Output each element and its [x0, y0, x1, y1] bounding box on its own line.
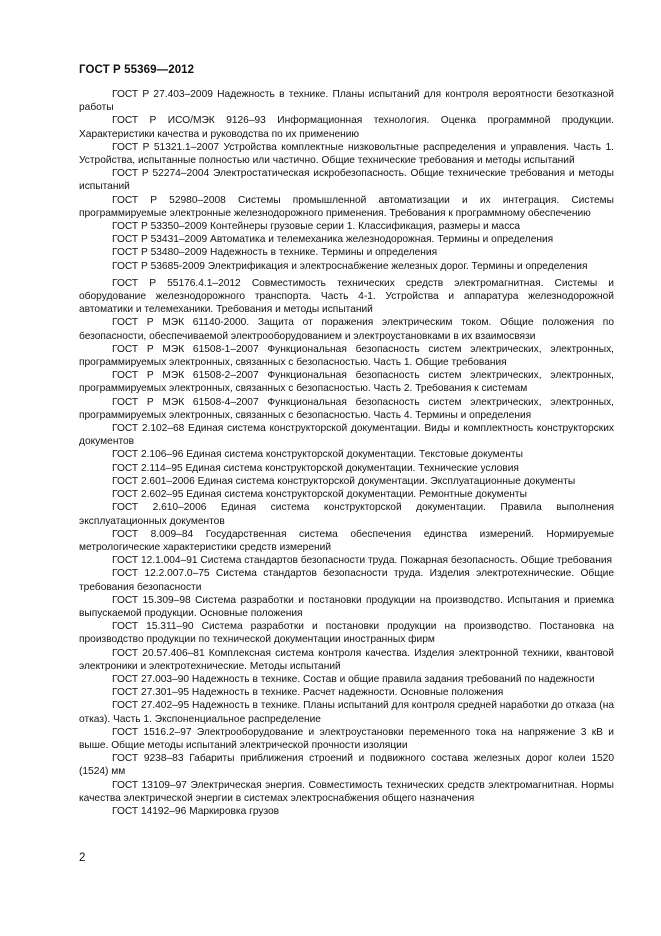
reference-item: ГОСТ 2.602–95 Единая система конструкторской документации. Ремонтные документы — [112, 489, 527, 501]
reference-item: ГОСТ 9238–83 Габариты приближения строений и подвижного состава железных дорог колеи 1520 (1524) мм — [79, 753, 614, 778]
reference-item: ГОСТ 2.601–2006 Единая система конструкторской документации. Эксплуатационные документы — [112, 475, 576, 487]
reference-item: ГОСТ Р 55176.4.1–2012 Совместимость технических средств электромагнитная. Системы и оборудование железнодорожного транспорта. Часть 4-1. Устройства и аппаратура железнодорожной автоматики и телемеханики. Требования и методы испытаний — [79, 277, 614, 316]
reference-list — [79, 88, 614, 818]
reference-item: ГОСТ Р 53431–2009 Автоматика и телемеханика железнодорожная. Термины и определения — [112, 234, 554, 246]
reference-item: ГОСТ 12.1.004–91 Система стандартов безопасности труда. Пожарная безопасность. Общие требования — [112, 555, 613, 567]
reference-item: ГОСТ 2.102–68 Единая система конструкторской документации. Виды и комплектность конструкторских документов — [79, 423, 614, 448]
reference-item: ГОСТ Р 53685-2009 Электрификация и электроснабжение железных дорог. Термины и определения — [112, 260, 588, 272]
reference-item: ГОСТ 13109–97 Электрическая энергия. Совместимость технических средств электромагнитная. Нормы качества электрической энергии в системах электроснабжения общего назначения — [79, 779, 614, 804]
reference-item: ГОСТ 8.009–84 Государственная система обеспечения единства измерений. Нормируемые метрологические характеристики средств измерений — [79, 528, 614, 553]
reference-item: ГОСТ 27.402–95 Надежность в технике. Планы испытаний для контроля средней наработки до отказа (на отказ). Часть 1. Экспоненциальное распределение — [79, 700, 614, 725]
reference-item: ГОСТ 14192–96 Маркировка грузов — [112, 805, 280, 817]
reference-item: ГОСТ Р 53350–2009 Контейнеры грузовые серии 1. Классификация, размеры и масса — [112, 221, 521, 233]
document-header: ГОСТ Р 55369—2012 — [79, 64, 195, 76]
page-number: 2 — [79, 852, 86, 864]
reference-item: ГОСТ 2.106–96 Единая система конструкторской документации. Текстовые документы — [112, 449, 523, 461]
reference-item: ГОСТ Р МЭК 61508-4–2007 Функциональная безопасность систем электрических, электронных, программируемых электронных, связанных с безопасностью. Часть 4. Термины и определения — [79, 396, 614, 421]
reference-item: ГОСТ Р 51321.1–2007 Устройства комплектные низковольтные распределения и управления. Часть 1. Устройства, испытанные полностью или частично. Общие технические требования и методы испытаний — [79, 141, 614, 167]
reference-item: ГОСТ 2.610–2006 Единая система конструкторской документации. Правила выполнения эксплуатационных документов — [79, 502, 614, 527]
reference-item: ГОСТ 15.311–90 Система разработки и постановки продукции на производство. Постановка на производство продукции по технической документации иностранных фирм — [79, 621, 614, 646]
reference-item: ГОСТ Р 27.403–2009 Надежность в технике. Планы испытаний для контроля вероятности безотказной работы — [79, 89, 614, 114]
reference-item: ГОСТ Р 52274–2004 Электростатическая искробезопасность. Общие технические требования и методы испытаний — [79, 168, 614, 193]
reference-item: ГОСТ 20.57.406–81 Комплексная система контроля качества. Изделия электронной техники, квантовой электроники и электротехнические. Методы испытаний — [79, 647, 614, 672]
reference-item: ГОСТ 1516.2–97 Электрооборудование и электроустановки переменного тока на напряжение 3 кВ и выше. Общие методы испытаний электрической прочности изоляции — [79, 726, 614, 751]
reference-item: ГОСТ 15.309–98 Система разработки и постановки продукции на производство. Испытания и приемка выпускаемой продукции. Основные положения — [79, 594, 614, 619]
reference-item: ГОСТ Р МЭК 61508-2–2007 Функциональная безопасность систем электрических, электронных, программируемых электронных, связанных с безопасностью. Часть 2. Требования к системам — [79, 370, 614, 395]
reference-item: ГОСТ Р МЭК 61140-2000. Защита от поражения электрическим током. Общие положения по безопасности, обеспечиваемой электрооборудованием и электроустановками в их взаимосвязи — [79, 317, 614, 342]
reference-item: ГОСТ Р 53480–2009 Надежность в технике. Термины и определения — [112, 247, 438, 259]
reference-item: ГОСТ 2.114–95 Единая система конструкторской документации. Технические условия — [112, 462, 519, 474]
reference-item: ГОСТ 12.2.007.0–75 Система стандартов безопасности труда. Изделия электротехнические. Общие требования безопасности — [79, 568, 614, 593]
reference-item: ГОСТ Р ИСО/МЭК 9126–93 Информационная технология. Оценка программной продукции. Характеристики качества и руководства по их применению — [79, 115, 614, 140]
reference-item: ГОСТ 27.003–90 Надежность в технике. Состав и общие правила задания требований по надежности — [112, 673, 595, 685]
reference-item: ГОСТ 27.301–95 Надежность в технике. Расчет надежности. Основные положения — [112, 687, 504, 699]
reference-item: ГОСТ Р МЭК 61508-1–2007 Функциональная безопасность систем электрических, электронных, программируемых электронных, связанных с безопасностью. Часть 1. Общие требования — [79, 343, 614, 369]
reference-item: ГОСТ Р 52980–2008 Системы промышленной автоматизации и их интеграция. Системы программируемые электронные железнодорожного применения. Требования к программному обеспечению — [79, 194, 614, 219]
